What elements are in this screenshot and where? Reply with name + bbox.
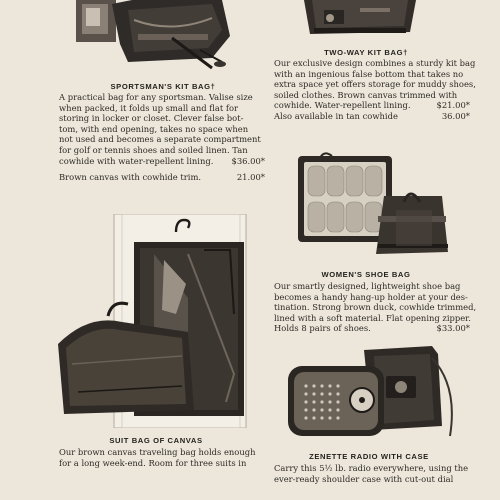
price-line: cowhide. Water-repellent lining. $21.00* bbox=[274, 100, 470, 111]
suit-bag-description bbox=[59, 447, 265, 468]
suit-bag-image bbox=[58, 214, 260, 428]
text-line: Carry this 5½ lb. radio everywhere, using the bbox=[274, 463, 469, 473]
zenette-radio-description bbox=[274, 463, 470, 484]
text-line: ever-ready shoulder case with cut-out dial bbox=[274, 473, 454, 484]
text-line: soiled clothes. Brown canvas trimmed with bbox=[274, 89, 458, 100]
price: 36.00* bbox=[441, 110, 470, 121]
text-line: for a long week-end. Room for three suits in bbox=[59, 457, 247, 468]
zenette-radio-heading: ZENETTE RADIO WITH CASE bbox=[309, 452, 429, 461]
two-way-kit-bag-description bbox=[274, 58, 476, 122]
price: $21.00* bbox=[436, 100, 470, 111]
text-line: tination. Strong brown duck, cowhide trimmed, bbox=[274, 302, 477, 313]
price: $36.00* bbox=[231, 155, 265, 166]
text-line: tom, with end opening, takes no space when bbox=[59, 123, 249, 134]
womens-shoe-bag-description bbox=[274, 281, 477, 334]
text-line: storing in locker or closet. Clever false bot- bbox=[59, 113, 244, 124]
text-line: A practical bag for any sportsman. Valise size bbox=[59, 92, 253, 102]
text-line: Our brown canvas traveling bag holds enough bbox=[59, 447, 256, 457]
text-line: not used and becomes a separate compartment bbox=[59, 134, 261, 145]
two-way-kit-bag-heading: TWO-WAY KIT BAG† bbox=[324, 48, 408, 57]
price: 21.00* bbox=[236, 172, 265, 183]
text-line: with an ingenious false bottom that takes no bbox=[274, 68, 464, 79]
price-line: Holds 8 pairs of shoes. $33.00* bbox=[274, 323, 470, 334]
sportsman-kit-bag-description bbox=[59, 92, 265, 183]
text-line: for golf or tennis shoes and soiled linen. Tan bbox=[59, 144, 248, 155]
text-line: Our smartly designed, lightweight shoe bag bbox=[274, 281, 461, 291]
price-line: Brown canvas with cowhide trim. 21.00* bbox=[59, 172, 265, 183]
price-line: cowhide with water-repellent lining. $36.00* bbox=[59, 155, 265, 166]
price: $33.00* bbox=[436, 323, 470, 334]
sportsman-kit-bag-image bbox=[72, 0, 237, 75]
text-line: extra space yet offers storage for muddy shoes, bbox=[274, 79, 476, 90]
text-line: when packed, it folds up small and flat for bbox=[59, 102, 239, 113]
text-line: becomes a handy hang-up holder at your des- bbox=[274, 291, 468, 302]
sportsman-kit-bag-heading: SPORTSMAN'S KIT BAG† bbox=[110, 82, 216, 91]
zenette-radio-image bbox=[282, 346, 462, 442]
text-line: Our exclusive design combines a sturdy kit bag bbox=[274, 58, 476, 68]
womens-shoe-bag-heading: WOMEN'S SHOE BAG bbox=[321, 270, 411, 279]
suit-bag-heading: SUIT BAG OF CANVAS bbox=[109, 436, 203, 445]
price-line: Also available in tan cowhide 36.00* bbox=[274, 110, 470, 121]
text-line: lined with a soft material. Flat opening zipper. bbox=[274, 312, 471, 323]
two-way-kit-bag-image bbox=[300, 0, 420, 38]
womens-shoe-bag-image bbox=[292, 150, 452, 262]
